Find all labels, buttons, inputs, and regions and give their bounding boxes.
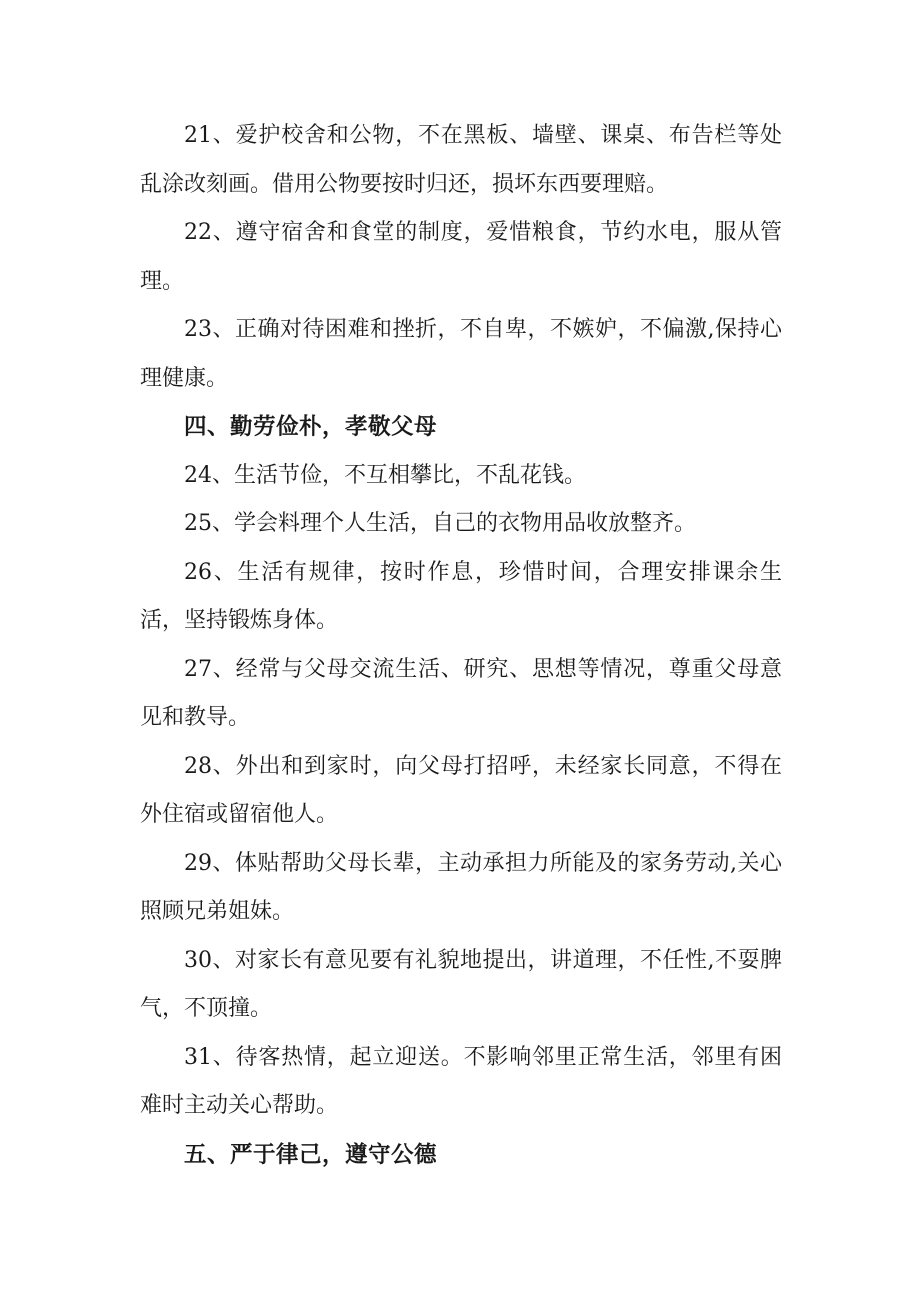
rule-30-paragraph: 30、对家长有意见要有礼貌地提出，讲道理，不任性,不耍脾气，不顶撞。 xyxy=(140,947,782,1021)
rule-23-paragraph: 23、正确对待困难和挫折，不自卑，不嫉妒，不偏激,保持心理健康。 xyxy=(140,317,782,391)
section-4-heading: 四、勤劳俭朴，孝敬父母 xyxy=(184,414,438,440)
rule-22-paragraph: 22、遵守宿舍和食堂的制度，爱惜粮食，节约水电，服从管理。 xyxy=(140,220,782,294)
rule-29-paragraph: 29、体贴帮助父母长辈，主动承担力所能及的家务劳动,关心照顾兄弟姐妹。 xyxy=(140,850,782,924)
rule-28-paragraph: 28、外出和到家时，向父母打招呼，未经家长同意，不得在外住宿或留宿他人。 xyxy=(140,753,782,827)
rule-24-paragraph: 24、生活节俭，不互相攀比，不乱花钱。 xyxy=(184,462,586,488)
rule-27-paragraph: 27、经常与父母交流生活、研究、思想等情况，尊重父母意见和教导。 xyxy=(140,656,782,730)
rule-31-paragraph: 31、待客热情，起立迎送。不影响邻里正常生活，邻里有困难时主动关心帮助。 xyxy=(140,1044,782,1118)
document-page xyxy=(140,112,782,1179)
section-5-heading: 五、严于律己，遵守公德 xyxy=(184,1141,438,1168)
rule-25-paragraph: 25、学会料理个人生活，自己的衣物用品收放整齐。 xyxy=(184,511,696,536)
rule-26-paragraph: 26、生活有规律，按时作息，珍惜时间，合理安排课余生活，坚持锻炼身体。 xyxy=(140,559,782,633)
rule-21-paragraph: 21、爱护校舍和公物，不在黑板、墙壁、课桌、布告栏等处乱涂改刻画。借用公物要按时归还，损坏东西要理赔。 xyxy=(140,123,782,197)
